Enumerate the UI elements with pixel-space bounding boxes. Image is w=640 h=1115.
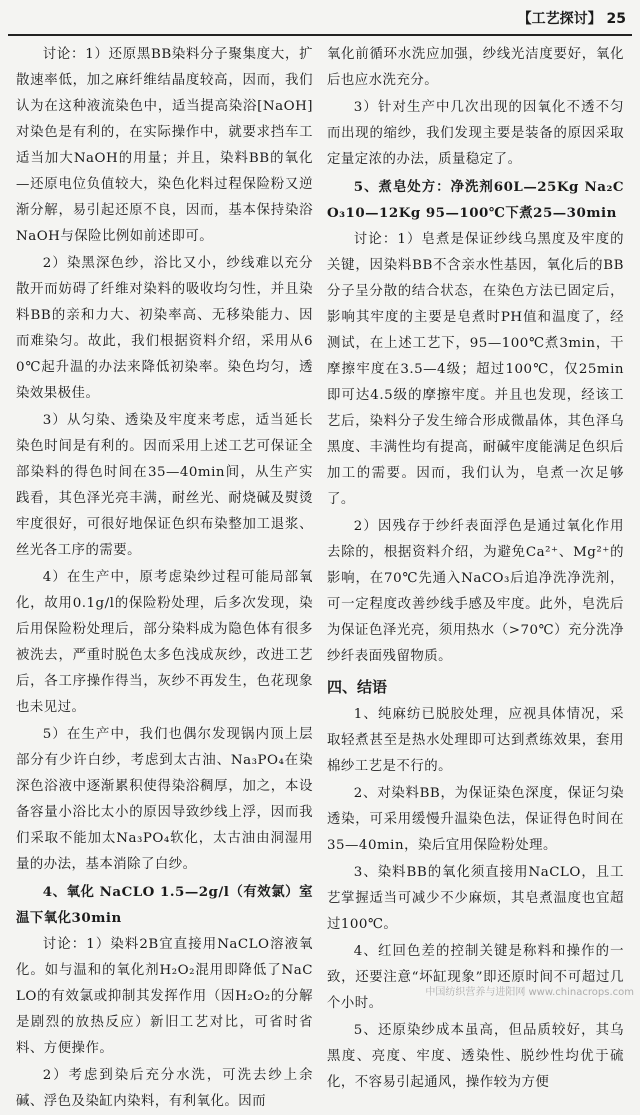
- conclusion-item: 2、对染料BB，为保证染色深度，保证匀染透染，可采用缓慢升温染色法，保证得色时间在35—40min，染后宜用保险粉处理。: [327, 786, 624, 853]
- watermark: 中国纺织营养与进阳网 www.chinacrops.com: [425, 987, 634, 998]
- paragraph: 3）从匀染、透染及牢度来考虑，适当延长染色时间是有利的。因而采用上述工艺可保证全部染料的得色时间在35—40min间，从生产实践看，其色泽光亮丰满，耐丝光、耐烧碱及熨烫牢度很好，可很好地保证色织布染整加工退浆、丝光各工序的需要。: [16, 413, 313, 558]
- section-title: 【工艺探讨】: [517, 11, 602, 27]
- process-step-oxidation: 4、氧化 NaCLO 1.5—2g/l（有效氯）室温下氧化30min: [16, 884, 313, 926]
- paragraph: 2）考虑到染后充分水洗，可洗去纱上余碱、浮色及染缸内染料，有利氧化。因而: [16, 1068, 313, 1109]
- process-step-soaping: 5、煮皂处方：净洗剂60L—25Kg Na₂CO₃10—12Kg 95—100℃下煮25—30min: [327, 179, 624, 221]
- paragraph: 2）染黑深色纱，浴比又小，纱线难以充分散开而妨碍了纤维对染料的吸收均匀性，并且染料BB的亲和力大、初染率高、无移染能力、因而难染匀。故此，我们根据资料介绍，采用从60℃起升温的办法来降低初染率。染色均匀，透染效果极佳。: [16, 256, 313, 401]
- paragraph: 讨论：1）皂煮是保证纱线乌黑度及牢度的关键，因染料BB不含亲水性基因，氧化后的BB分子呈分散的结合状态，在染色方法已固定后，影响其牢度的主要是皂煮时PH值和温度了，经测试，在上述工艺下，95—100℃煮3min，干摩擦牢度在3.5—4级；超过100℃，仅25min即可达4.5级的摩擦牢度。并且也发现，经该工艺后，染料分子发生缔合形成微晶体，其色泽乌黑度、丰满性均有提高，耐碱牢度能满足色织后加工的需要。因而，我们认为，皂煮一次足够了。: [327, 232, 624, 507]
- paragraph: 讨论：1）染料2B宜直接用NaCLO溶液氧化。如与温和的氧化剂H₂O₂混用即降低了NaCLO的有效氯或抑制其发挥作用（因H₂O₂的分解是剧烈的放热反应）新旧工艺对比，可省时省料、方便操作。: [16, 937, 313, 1056]
- header-rule: [8, 34, 632, 36]
- paragraph: 3）针对生产中几次出现的因氧化不透不匀而出现的缩纱，我们发现主要是装备的原因采取定量定浓的办法，质量稳定了。: [327, 100, 624, 167]
- paragraph: 5）在生产中，我们也偶尔发现锅内顶上层部分有少许白纱，考虑到太古油、Na₃PO₄在染深色浴液中逐渐累积使得染浴稠厚，加之，本设备容量小浴比太小的原因导致纱线上浮，因而我们采取不能加太Na₃PO₄软化，太古油由洞湿用量的办法，基本消除了白纱。: [16, 727, 313, 872]
- conclusion-item: 5、还原染纱成本虽高，但品质较好，其乌黑度、亮度、牢度、透染性、脱纱性均优于硫化，不容易引起通风，操作较为方便: [327, 1023, 624, 1090]
- conclusion-item: 4、红回色差的控制关键是称料和操作的一致，还要注意“坏缸现象”即还原时间不可超过几个小时。: [327, 944, 624, 1011]
- paragraph: 4）在生产中，原考虑染纱过程可能局部氧化，故用0.1g/l的保险粉处理，后多次发现，染后用保险粉处理后，部分染料成为隐色体有很多被洗去，严重时脱色太多色浅成灰纱，改进工艺后，各工序操作得当，灰纱不再发生，色花现象也未见过。: [16, 570, 313, 715]
- paragraph: 讨论：1）还原黑BB染料分子聚集度大，扩散速率低，加之麻纤维结晶度较高，因而，我们认为在这种液流染色中，适当提高染浴[NaOH]对染色是有利的，在实际操作中，就要求挡车工适当加大NaOH的用量；并且，染料BB的氧化—还原电位负值较大，染色化料过程保险粉又逆渐分解，易引起还原不良，因而，基本保持染浴NaOH与保险比例如前述即可。: [16, 47, 313, 244]
- two-column-body: [16, 42, 624, 1109]
- left-column: [16, 42, 313, 1109]
- paragraph-continued: 氧化前循环水洗应加强，纱线光洁度要好，氧化后也应水洗充分。: [327, 47, 624, 88]
- running-header: [518, 8, 626, 30]
- right-column: [327, 42, 624, 1090]
- section-heading-conclusion: 四、结语: [327, 678, 388, 696]
- conclusion-item: 3、染料BB的氧化须直接用NaCLO，且工艺掌握适当可减少不少麻烦，其皂煮温度也宜超过100℃。: [327, 865, 624, 932]
- paragraph: 2）因残存于纱纤表面浮色是通过氧化作用去除的，根据资料介绍，为避免Ca²⁺、Mg²⁺的影响，在70℃先通入NaCO₃后追净洗净洗剂，可一定程度改善纱线手感及牢度。此外，皂洗后为保证色泽光亮，须用热水（>70℃）充分洗净纱纤表面残留物质。: [327, 519, 624, 664]
- page-number: 25: [606, 11, 626, 27]
- conclusion-item: 1、纯麻纺已脱胶处理，应视具体情况，采取轻煮甚至是热水处理即可达到煮练效果，套用棉纱工艺是不行的。: [327, 707, 624, 774]
